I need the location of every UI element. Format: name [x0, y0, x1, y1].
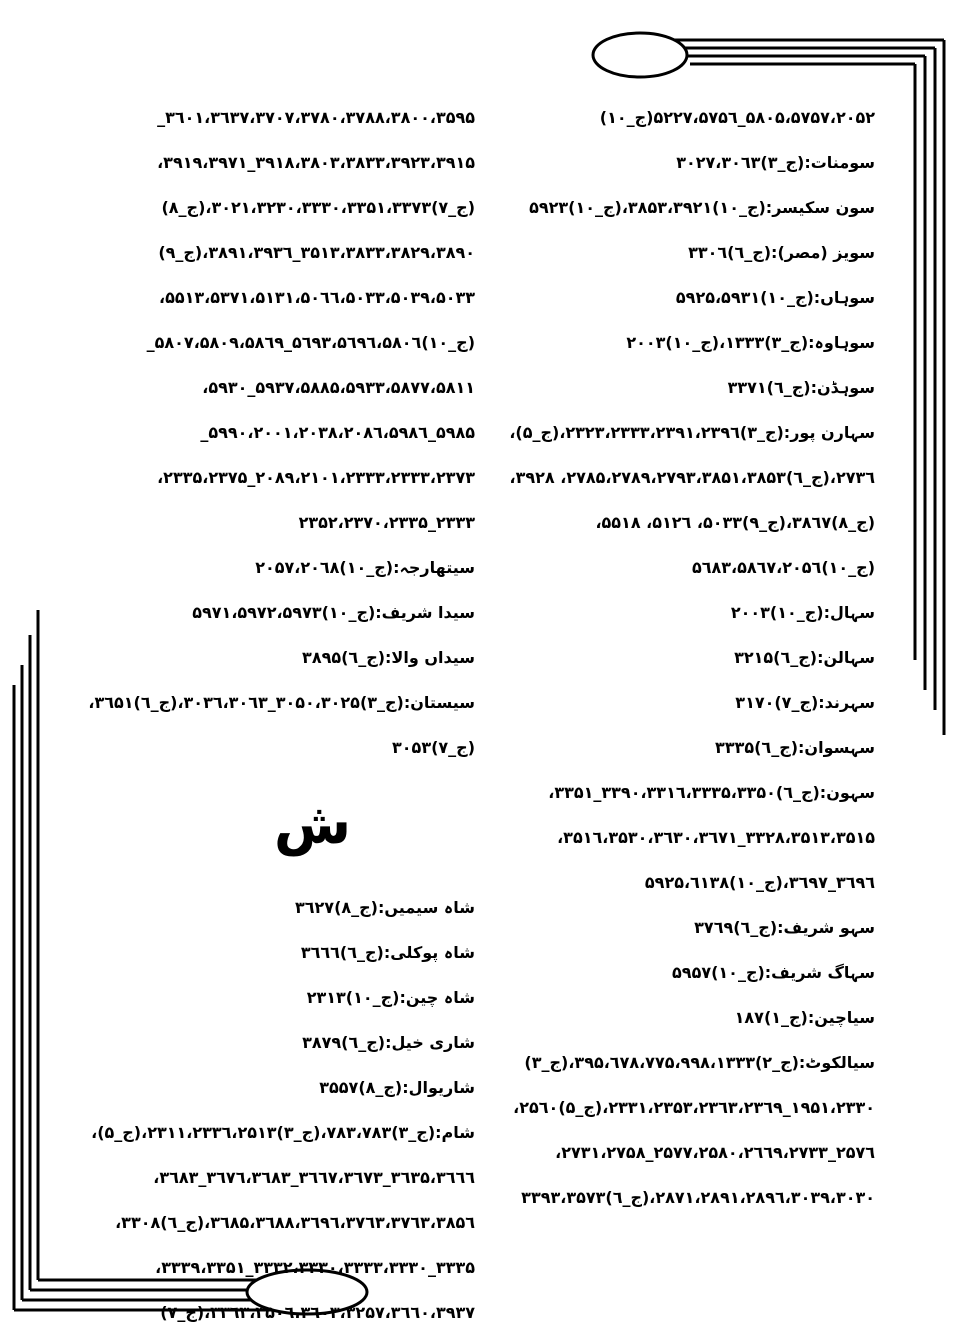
index-line: ۵٨١١،۵٨٧٧،۵٨٨۵،۵٩٣٣،۵٩٣٧_۵٩٣٠، [202, 378, 475, 397]
index-line: ۵٠٣٣،۵٠٣٩،۵٠٣٣،۵٠٦٦،۵١٣١،۵٣٧١،۵۵١٣، [159, 288, 475, 307]
index-entry: سہالن:(ج_٦)٣٢١۵ [734, 648, 875, 667]
index-line: (ج_٧)٣٠٢١،٣٢٣٠،٣٣٣٠،٣٣۵١،٣٣٧٣،(ج_٨) [161, 198, 475, 217]
index-line: (ج_١٠)۵٦٩٣،۵٦٩٦،۵٨٠٦_۵٨٠٧،۵٨٠٩،۵٨٦٩_ [146, 333, 475, 352]
index-entry: سہاگ شریف:(ج_١٠)۵٩۵٧ [672, 963, 875, 982]
index-entry: ٢٠۵٢،۵٨٠۵،۵٧۵٧_۵٧۵٦،۵٢٢٧(ج_١٠) [599, 108, 875, 127]
index-entry: سویز (مصر):(ج_٦)٣٣٠٦ [688, 243, 875, 262]
right-column [495, 95, 875, 1220]
index-entry: سوہاوہ:(ج_٣)١٣٣٣،(ج_١٠)٢٠٠٣ [626, 333, 875, 352]
index-entry: سیتھارجہ:(ج_١٠)٢٠۵٧،٢٠٦٨ [255, 558, 475, 577]
index-line: ٢٣٣٣_٢٣٣۵،٢٣۵٢،٢٣٧٠ [298, 513, 475, 532]
index-entry: شاہ چین:(ج_١٠)٢٣١٣ [306, 988, 475, 1007]
index-entry: سیستان:(ج_٣)٣٠۵٠،٣٠٢۵_٣٠٣٦،٣٠٦٣،(ج_٦)٣٦۵١، [88, 693, 475, 712]
index-entry: سیاچین:(ج_١)١٨٧ [734, 1008, 875, 1027]
index-entry: شام:(ج_٣)٧٨٣،٧٨٣،(ج_٣)٢٣١١،٢٣٣٦،٢۵١٣،(ج_۵)، ٣٦٣۵،٣٦٦٦_٣٦٦٧،٣٦٧٣_٣٦٧٦،٣٦٨٣_٣٦٨٣، ٣٦٨۵،٣٦٨٨،٣٦٩٦،٣٧٦٣،٣٧٦٣،٣٨۵٦،(ج_٦)٣٣٠٨، ٣٣٣۵_٣٣٣٢،٣٣٣٠،٣٣٣٣،٣٣٣٠_٣٣٣٩،٣٣۵١، ٣٣٦٣،٣۵٠٦،٣٦٠٣،٣٢۵٧،٣٦٦٠،٣٩٣٧،(ج_٧) [91, 1123, 475, 1322]
index-entry: سوہڈن:(ج_٦)٣٣٧١ [727, 378, 875, 397]
index-entry: سہون:(ج_٦)٣٣٩٠،٣٣١٦،٣٣٣۵،٣٣۵٠_٣٣۵١، ٣٣٢٨،٣۵١٣،٣۵١۵_٣۵١٦،٣۵٣٠،٣٦٣٠،٣٦٧١، ٣٦٩٦_٣٦٩٧،(ج_١٠)۵٩٢۵،٦١٣٨ [548, 783, 875, 892]
index-entry: سہسوان:(ج_٦)٣٣٣۵ [715, 738, 875, 757]
section-letter-heading: ش [273, 792, 352, 857]
index-entry: سہال:(ج_١٠)٢٠٠٣ [730, 603, 875, 622]
index-entry: شاری خیل:(ج_٦)٣٨٧٩ [302, 1033, 475, 1052]
index-line: (ج_٧)٣٠۵٣ [392, 738, 475, 757]
index-line: ۵٩٨۵_۵٩٨٦،۵٩٩٠،٢٠٠١،٢٠٣٨،٢٠٨٦_ [200, 423, 475, 442]
index-entry: سوہاں:(ج_١٠)۵٩٢۵،۵٩٣١ [675, 288, 875, 307]
index-entry: شاہ سیمیں:(ج_٨)٣٦٢٧ [295, 898, 475, 917]
index-line: ٢٠٨٩،٢١٠١،٢٣٣٣،٢٣٣٣،٢٣٧٣_٢٣٧۵،٢٣٣۵، [157, 468, 475, 487]
index-entry: سیداں والا:(ج_٦)٣٨٩۵ [302, 648, 475, 667]
index-entry: سون سکیسر:(ج_١٠)٣٨۵٣،٣٩٢١،(ج_١٠)۵٩٢٣ [529, 198, 875, 217]
index-line: ٣٨٠٣،٣٨٣٣،٣٩٢٣،٣٩١۵،٣٩١٨_٣٩١٩،٣٩٧١، [157, 153, 475, 172]
index-entry: سومنات:(ج_٣)٣٠٢٧،٣٠٦٣ [676, 153, 875, 172]
index-line: ٣۵١٣،٣٨٣٣،٣٨٢٩،٣٨٩٠_٣٨٩١،٣٩٣٦،(ج_٩) [158, 243, 475, 262]
index-line: ٣۵٩۵،٣٦٠١،٣٦٣٧،٣٧٠٧،٣٧٨٠،٣٧٨٨،٣٨٠٠_ [157, 108, 475, 127]
index-entry: سہو شریف:(ج_٦)٣٧٦٩ [694, 918, 875, 937]
index-entry: شاریوال:(ج_٨)٣۵۵٧ [319, 1078, 475, 1097]
left-column [90, 95, 475, 1335]
index-entry: شاہ پوکلی:(ج_٦)٣٦٦٦ [300, 943, 475, 962]
index-entry: سیالکوٹ:(ج_٢)٣٩۵،٦٧٨،٧٧۵،٩٩٨،١٣٣٣،(ج_٣) ١٩۵١،٢٣٣٠_٢٣٣١،٢٣۵٣،٢٣٦٣،٢٣٦٩،(ج_۵)٢۵٦٠، ٢۵٧٦_٢۵٧٧،٢۵٨٠،٢٦٦٩،٢٧٣٣_٢٧٣١،٢٧۵٨، ٢٨٧١،٢٨٩١،٢٨٩٦،٣٠٣٩،٣٠٣٠،(ج_٦)٣٣٩٣،٣۵٧٣ [513, 1053, 875, 1207]
index-entry: سیدا شریف:(ج_١٠)۵٩٧١،۵٩٧٢،۵٩٧٣ [192, 603, 475, 622]
index-entry: سہارن پور:(ج_٣)٢٣٢٣،٢٣٣٣،٢٣٩١،٢٣٩٦،(ج_۵)، ٢٧٣٦،(ج_٦)٢٧٨۵،٢٧٨٩،٢٧٩٣،٣٨۵١،٣٨۵٣، ٣٩٢٨،(ج_٨)٣٨٦٧،(ج_٩)۵٠٣٣، ۵١٢٦، ۵۵١٨،(ج_١٠)۵٦٨٣،۵٨٦٧،٢٠۵٦ [509, 423, 875, 577]
index-entry: سہرند:(ج_٧)٣١٧٠ [735, 693, 875, 712]
